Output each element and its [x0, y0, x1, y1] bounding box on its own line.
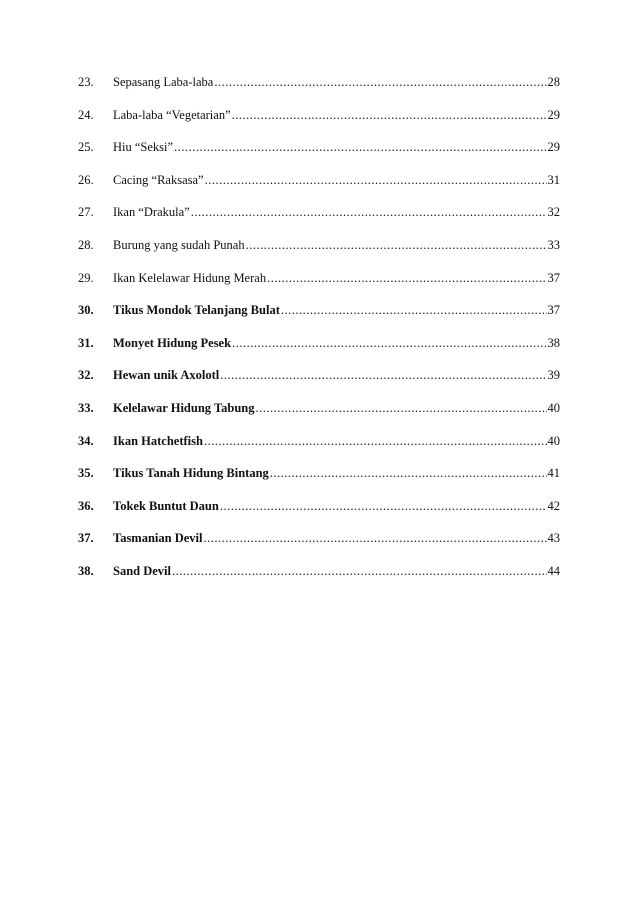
- toc-entry-title[interactable]: Burung yang sudah Punah: [113, 237, 245, 252]
- toc-entry-title[interactable]: Sepasang Laba-laba: [113, 75, 214, 89]
- toc-entry-number: 27.: [78, 205, 94, 220]
- toc-entry-line: [113, 366, 548, 384]
- toc-entry-line: [113, 399, 548, 417]
- toc-entry-page: 42: [547, 498, 560, 513]
- toc-entry-page: 31: [547, 172, 560, 187]
- toc-entry-number: 37.: [78, 531, 94, 546]
- toc-entry-line: [113, 562, 548, 580]
- toc-entry-line: [113, 301, 548, 319]
- toc-entry-line: [113, 236, 548, 254]
- toc-entry-line: [113, 269, 548, 287]
- toc-entry-page: 40: [547, 433, 560, 448]
- toc-entry-page: 41: [547, 466, 560, 481]
- toc-entry-number: 26.: [78, 172, 94, 187]
- toc-entry-page: 43: [547, 531, 560, 546]
- toc-entry-line: [113, 171, 548, 189]
- toc-entry-page: 44: [547, 563, 560, 578]
- toc-entry-title[interactable]: Sand Devil: [113, 563, 172, 578]
- toc-entry-line: [113, 73, 548, 91]
- table-of-contents: [78, 73, 560, 595]
- toc-entry-number: 34.: [78, 433, 94, 448]
- toc-entry-title[interactable]: Ikan Hatchetfish: [113, 433, 203, 448]
- toc-entry-number: 36.: [78, 498, 94, 513]
- toc-entry[interactable]: [78, 171, 560, 204]
- toc-entry[interactable]: [78, 73, 560, 106]
- toc-entry-line: [113, 138, 548, 156]
- toc-entry-line: [113, 497, 548, 515]
- toc-dot-leader: [214, 73, 546, 91]
- toc-entry-page: 37: [547, 270, 560, 285]
- toc-dot-leader: [232, 334, 546, 352]
- toc-entry-title[interactable]: Tokek Buntut Daun: [113, 498, 219, 513]
- toc-entry-title[interactable]: Kelelawar Hidung Tabung: [113, 400, 255, 415]
- toc-entry[interactable]: [78, 366, 560, 399]
- toc-dot-leader: [172, 562, 546, 580]
- toc-entry-line: [113, 464, 548, 482]
- toc-entry-number: 24.: [78, 107, 94, 122]
- toc-entry-line: [113, 106, 548, 124]
- toc-dot-leader: [204, 432, 547, 450]
- toc-dot-leader: [174, 138, 546, 156]
- toc-entry-page: 29: [547, 107, 560, 122]
- toc-entry-title[interactable]: Ikan Kelelawar Hidung Merah: [113, 270, 267, 285]
- toc-entry[interactable]: [78, 269, 560, 302]
- toc-dot-leader: [220, 497, 547, 515]
- toc-dot-leader: [205, 171, 547, 189]
- toc-entry[interactable]: [78, 432, 560, 465]
- toc-dot-leader: [232, 106, 547, 124]
- toc-entry-page: 39: [547, 368, 560, 383]
- toc-entry-page: 40: [547, 400, 560, 415]
- toc-entry[interactable]: [78, 138, 560, 171]
- toc-dot-leader: [267, 269, 546, 287]
- toc-entry[interactable]: [78, 497, 560, 530]
- toc-dot-leader: [256, 399, 547, 417]
- toc-entry-title[interactable]: Tasmanian Devil: [113, 531, 203, 546]
- toc-dot-leader: [281, 301, 547, 319]
- toc-entry-line: [113, 203, 548, 221]
- toc-entry[interactable]: [78, 236, 560, 269]
- toc-entry-title[interactable]: Monyet Hidung Pesek: [113, 335, 232, 350]
- toc-entry-title[interactable]: Ikan “Drakula”: [113, 205, 190, 220]
- toc-entry-number: 32.: [78, 368, 94, 383]
- toc-dot-leader: [204, 529, 547, 547]
- toc-entry-number: 23.: [78, 75, 94, 89]
- toc-entry-number: 31.: [78, 335, 94, 350]
- toc-entry-line: [113, 334, 548, 352]
- toc-entry-number: 35.: [78, 466, 94, 481]
- toc-entry[interactable]: [78, 334, 560, 367]
- toc-entry-page: 28: [547, 75, 560, 89]
- toc-entry-title[interactable]: Hiu “Seksi”: [113, 140, 174, 155]
- toc-entry-number: 33.: [78, 400, 94, 415]
- toc-entry[interactable]: [78, 562, 560, 595]
- toc-entry-line: [113, 432, 548, 450]
- toc-entry-title[interactable]: Hewan unik Axolotl: [113, 368, 220, 383]
- toc-entry-number: 28.: [78, 237, 94, 252]
- toc-entry-title[interactable]: Laba-laba “Vegetarian”: [113, 107, 231, 122]
- toc-entry[interactable]: [78, 399, 560, 432]
- toc-entry[interactable]: [78, 464, 560, 497]
- toc-entry[interactable]: [78, 301, 560, 334]
- toc-entry-page: 32: [547, 205, 560, 220]
- toc-entry-page: 37: [547, 303, 560, 318]
- toc-entry-number: 25.: [78, 140, 94, 155]
- toc-entry-number: 29.: [78, 270, 94, 285]
- toc-entry-number: 38.: [78, 563, 94, 578]
- toc-entry-title[interactable]: Tikus Mondok Telanjang Bulat: [113, 303, 280, 318]
- toc-entry-line: [113, 529, 548, 547]
- toc-dot-leader: [270, 464, 547, 482]
- toc-dot-leader: [246, 236, 547, 254]
- toc-entry[interactable]: [78, 529, 560, 562]
- toc-entry-title[interactable]: Cacing “Raksasa”: [113, 172, 204, 187]
- toc-dot-leader: [191, 203, 547, 221]
- toc-entry-page: 33: [547, 237, 560, 252]
- toc-dot-leader: [220, 366, 546, 384]
- toc-entry[interactable]: [78, 203, 560, 236]
- toc-entry[interactable]: [78, 106, 560, 139]
- toc-entry-number: 30.: [78, 303, 94, 318]
- toc-entry-title[interactable]: Tikus Tanah Hidung Bintang: [113, 466, 269, 481]
- toc-entry-page: 29: [547, 140, 560, 155]
- toc-entry-page: 38: [547, 335, 560, 350]
